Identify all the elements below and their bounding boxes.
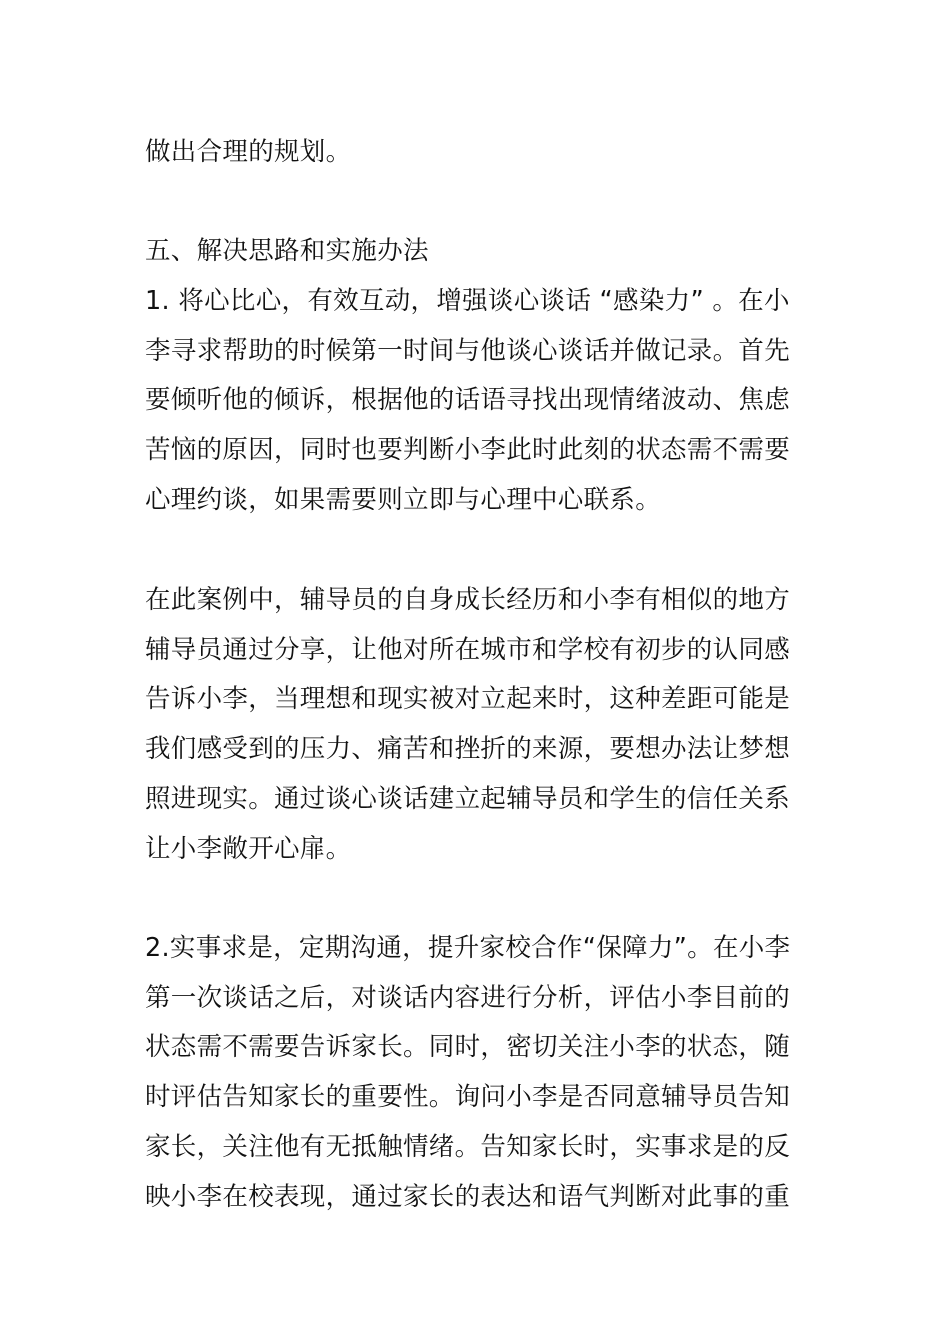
paragraph-line: 1. 将心比心，有效互动，增强谈心谈话 “感染力” 。在小 (145, 286, 790, 316)
paragraph-line: 2.实事求是，定期沟通，提升家校合作“保障力”。在小李 (145, 933, 791, 963)
paragraph-line: 我们感受到的压力、痛苦和挫折的来源，要想办法让梦想 (145, 734, 791, 764)
paragraph-line: 让小李敞开心扉。 (145, 834, 352, 864)
paragraph-line: 心理约谈，如果需要则立即与心理中心联系。 (145, 485, 662, 515)
section-heading: 五、解决思路和实施办法 (145, 236, 429, 266)
paragraph-line: 要倾听他的倾诉，根据他的话语寻找出现情绪波动、焦虑 (145, 385, 791, 415)
paragraph-line: 照进现实。通过谈心谈话建立起辅导员和学生的信任关系 (145, 784, 791, 814)
paragraph-line: 辅导员通过分享，让他对所在城市和学校有初步的认同感 (145, 635, 791, 665)
paragraph-line: 第一次谈话之后，对谈话内容进行分析，评估小李目前的 (145, 983, 791, 1013)
paragraph-line: 时评估告知家长的重要性。询问小李是否同意辅导员告知 (145, 1082, 791, 1112)
paragraph-line: 映小李在校表现，通过家长的表达和语气判断对此事的重 (145, 1182, 791, 1212)
continuation-line: 做出合理的规划。 (145, 137, 352, 167)
paragraph-line: 李寻求帮助的时候第一时间与他谈心谈话并做记录。首先 (145, 336, 791, 366)
paragraph-line: 状态需不需要告诉家长。同时，密切关注小李的状态，随 (145, 1032, 791, 1062)
paragraph-line: 家长，关注他有无抵触情绪。告知家长时，实事求是的反 (145, 1132, 791, 1162)
paragraph-line: 在此案例中，辅导员的自身成长经历和小李有相似的地方 (145, 585, 791, 615)
paragraph-line: 告诉小李，当理想和现实被对立起来时，这种差距可能是 (145, 684, 791, 714)
paragraph-line: 苦恼的原因，同时也要判断小李此时此刻的状态需不需要 (145, 435, 791, 465)
